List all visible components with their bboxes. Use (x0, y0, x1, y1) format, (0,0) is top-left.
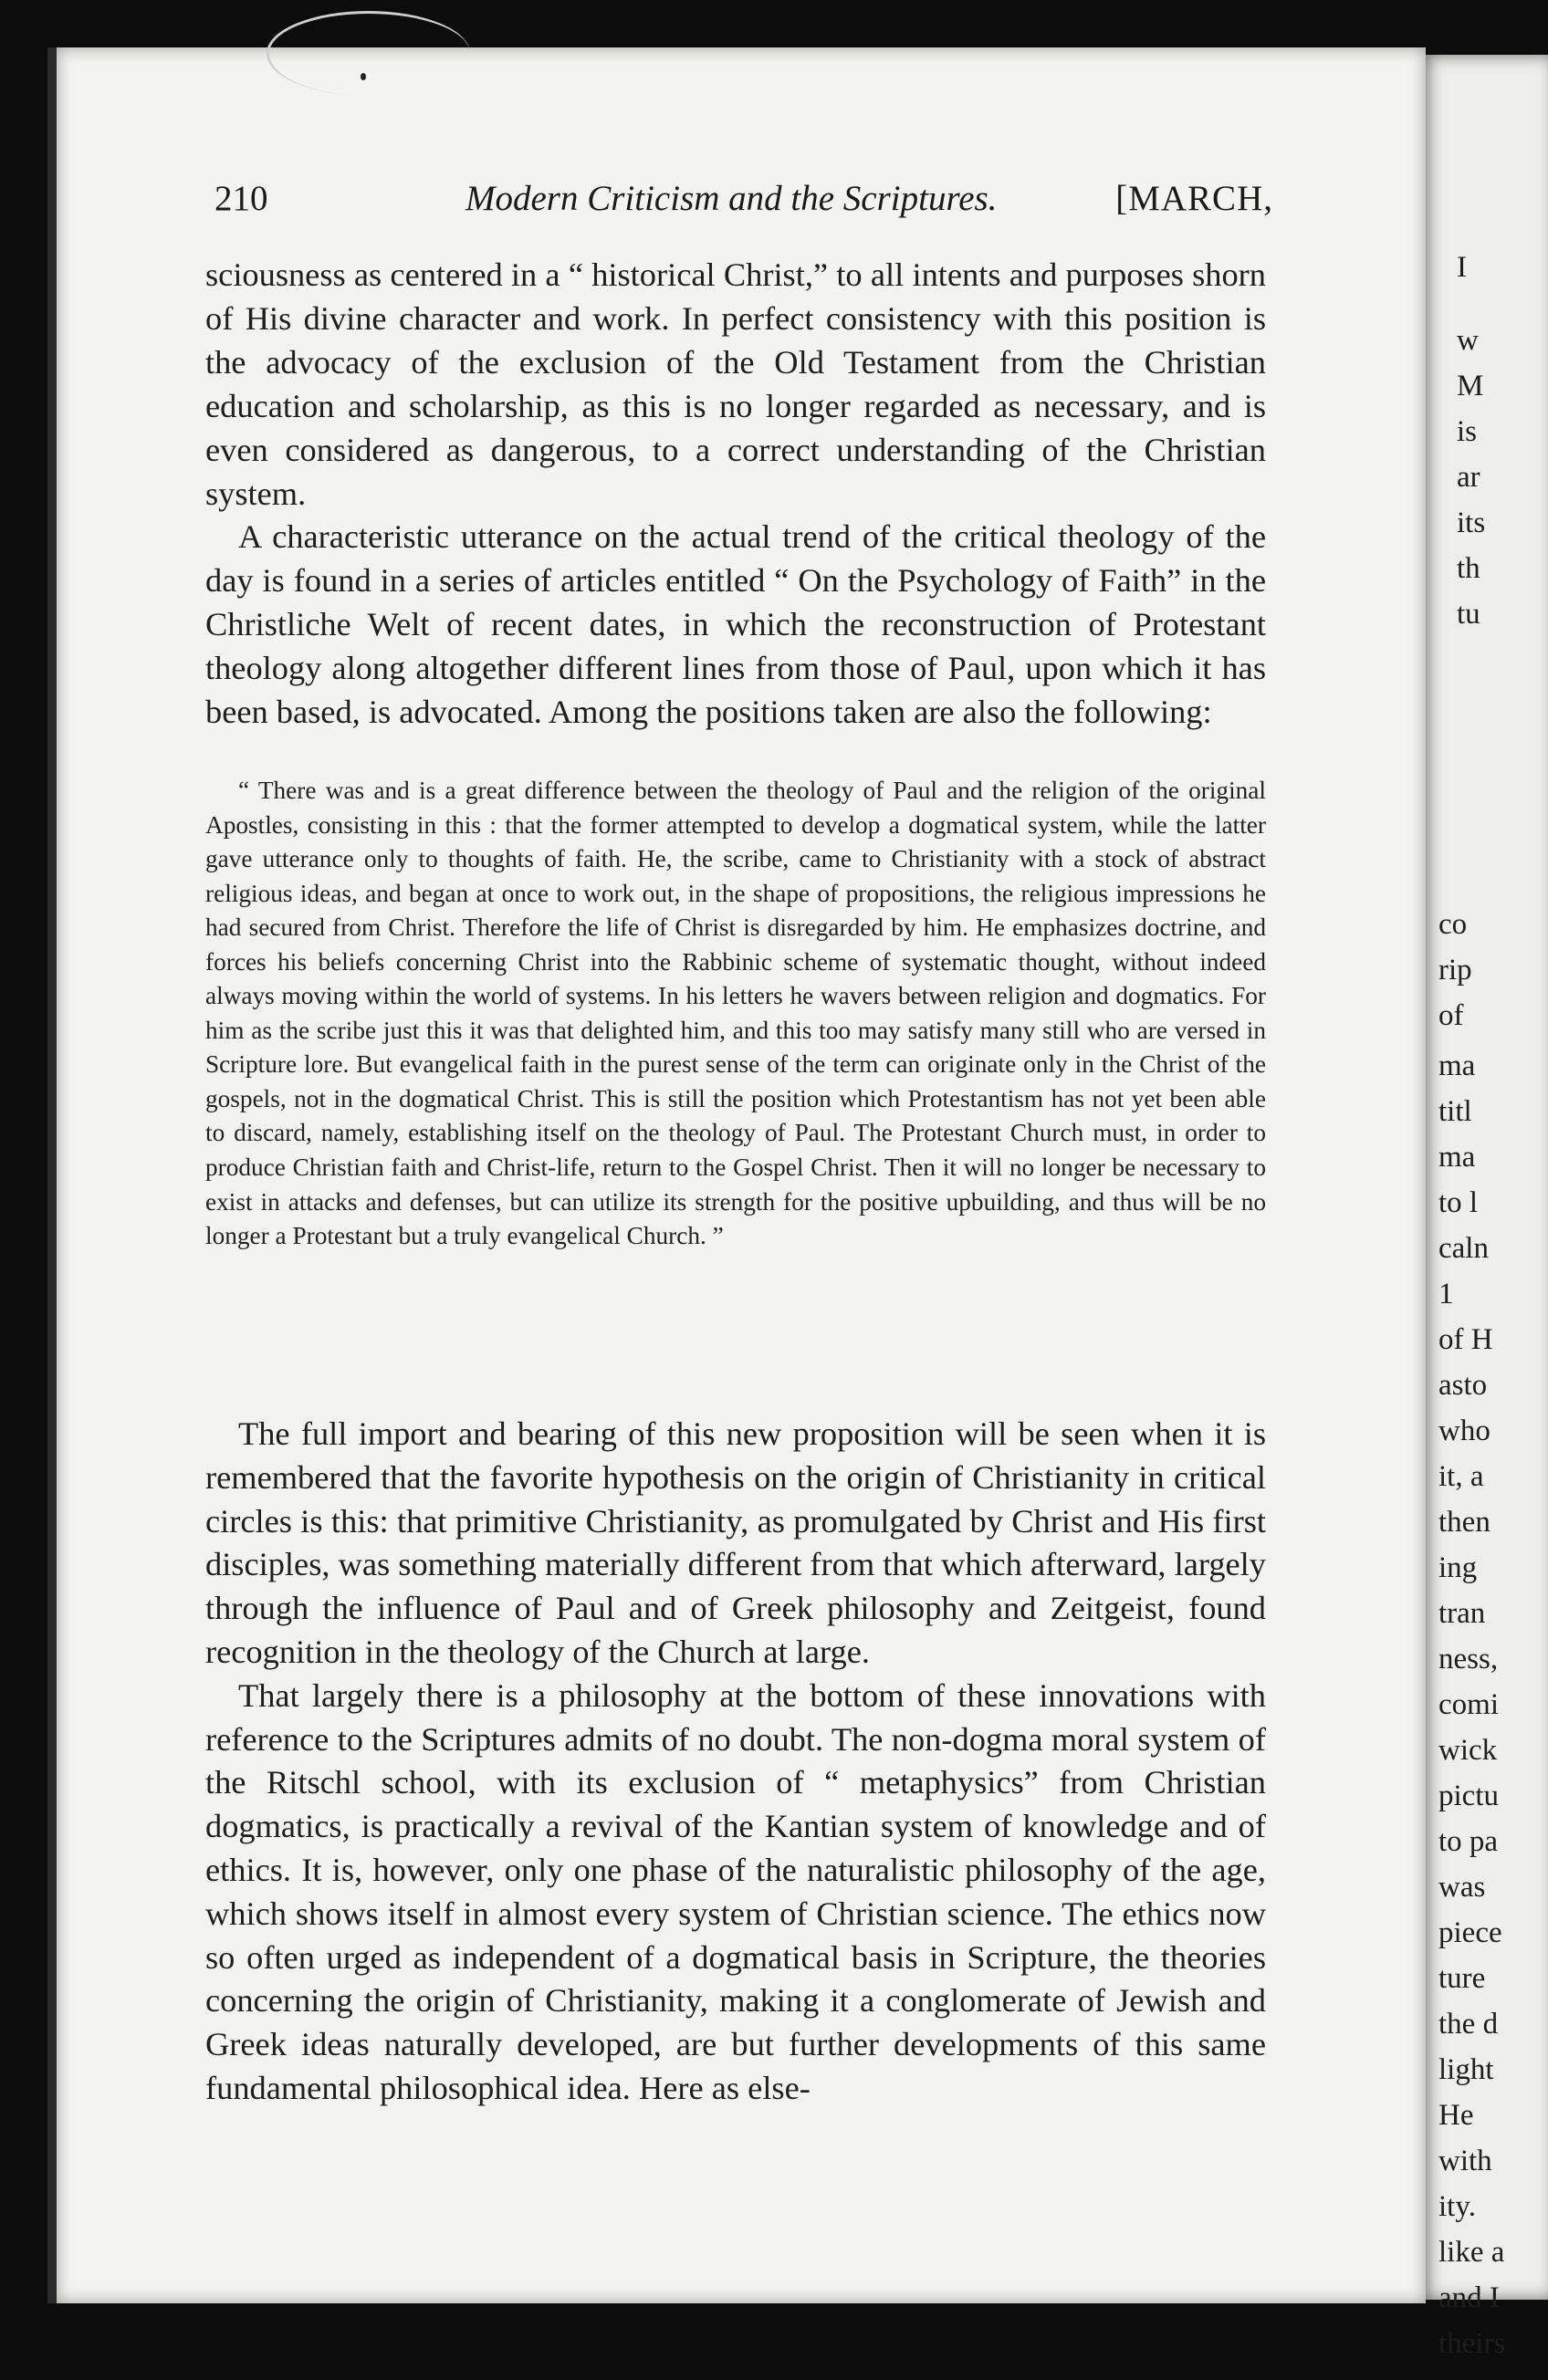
facing-page-fragment: with (1438, 2145, 1492, 2177)
facing-page-fragment: pictu (1438, 1780, 1499, 1812)
facing-page-fragment: asto (1438, 1369, 1488, 1402)
facing-page-fragment: like a (1438, 2236, 1505, 2269)
facing-page-text-fragments (1420, 55, 1548, 2360)
facing-page-fragment: th (1457, 552, 1480, 585)
facing-page-fragment: light (1438, 2053, 1494, 2086)
ink-speck (361, 73, 366, 80)
facing-page-fragment: of H (1438, 1323, 1493, 1356)
facing-page-fragment: tu (1457, 598, 1480, 631)
facing-page-fragment: ma (1438, 1141, 1476, 1174)
page-number: 210 (214, 179, 268, 218)
facing-page-fragment: tran (1438, 1597, 1486, 1630)
facing-page-fragment: it, a (1438, 1460, 1484, 1493)
header-month: [MARCH, (1115, 179, 1273, 218)
page-corner-curl (267, 11, 470, 96)
facing-page-fragment: the d (1438, 2008, 1499, 2041)
facing-page-fragment: to pa (1438, 1825, 1499, 1858)
facing-page-fragment: rip (1438, 954, 1472, 986)
facing-page-fragment: ma (1438, 1049, 1476, 1082)
facing-page-fragment: ing (1438, 1551, 1478, 1584)
facing-page-edge (1420, 55, 1548, 2360)
paragraph-2: A characteristic utterance on the actual trend of the critical theology of the day is found in a series of articles entitled “ On the Psychology of Faith” in the Christliche Welt of recent dates, in which the reconstruction of Protestant theology along altogether different lines from those of Paul, upon which it has been based, is advocated. Among the positions taken are also the following: (205, 518, 1266, 731)
body-text-top (205, 254, 1266, 735)
facing-page-fragment: ture (1438, 1962, 1486, 1995)
body-text-bottom (205, 1413, 1266, 2111)
facing-page-fragment: who (1438, 1414, 1490, 1447)
facing-page-fragment: theirs (1438, 2327, 1506, 2360)
facing-page-fragment: its (1457, 506, 1486, 539)
running-header (214, 178, 1273, 225)
facing-page-fragment: caln (1438, 1232, 1489, 1265)
facing-page-fragment: I (1457, 251, 1467, 284)
facing-page-fragment: w (1457, 324, 1479, 357)
facing-page-fragment: is (1457, 415, 1478, 448)
facing-page-fragment: then (1438, 1506, 1490, 1539)
facing-page-fragment: He (1438, 2099, 1474, 2132)
paragraph-3: The full import and bearing of this new proposition will be seen when it is remembered that the favorite hypothesis on the origin of Christianity in critical circles is this: that primitive Christianity, as promulgated by Christ and His first disciples, was something materially different from that which afterward, largely through the influence of Paul and of Greek philosophy and Zeitgeist, found recognition in the theology of the Church at large. (205, 1415, 1266, 1670)
quote-text: “ There was and is a great difference between the theology of Paul and the religion of the original Apostles, consisting in this : that the former attempted to develop a dogmatical system, while the latter gave utterance only to thoughts of faith. He, the scribe, came to Christianity with a stock of abstract religious ideas, and began at once to work out, in the shape of propositions, the religious impressions he had secured from Christ. Therefore the life of Christ is disregarded by him. He emphasizes doctrine, and forces his beliefs concerning Christ into the Rabbinic scheme of systematic thought, without indeed always moving within the world of systems. In his letters he wavers between religion and dogmatics. For him as the scribe just this it was that delighted him, and this too may satisfy many still who are versed in Scripture lore. But evangelical faith in the purest sense of the term can originate only in the Christ of the gospels, not in the dogmatical Christ. This is still the position which Protestantism has not yet been able to discard, namely, establishing itself on the theology of Paul. The Protestant Church must, in order to produce Christian faith and Christ-life, return to the Gospel Christ. Then it will no longer be necessary to exist in attacks and defenses, but can utilize its strength for the positive upbuilding, and thus will be no longer a Protestant but a truly evangelical Church. ” (205, 777, 1266, 1250)
paragraph-4: That largely there is a philosophy at the bottom of these innovations with reference to the Scriptures admits of no doubt. The non-dogma moral system of the Ritschl school, with its exclusion of “ metaphysics” from Christian dogmatics, is practically a revival of the Kantian system of knowledge and of ethics. It is, however, only one phase of the naturalistic philosophy of the age, which shows itself in almost every system of Christian science. The ethics now so often urged as independent of a dogmatical basis in Scripture, the theories concerning the origin of Christianity, making it a conglomerate of Jewish and Greek ideas naturally developed, are but further developments of this same fundamental philosophical idea. Here as else- (205, 1676, 1266, 2106)
facing-page-fragment: to l (1438, 1186, 1479, 1219)
paragraph-1: sciousness as centered in a “ historical Christ,” to all intents and purposes shorn of His divine character and work. In perfect consistency with this position is the advocacy of the exclusion of the Old Testament from the Christian education and scholarship, as this is no longer regarded as necessary, and is even considered as dangerous, to a correct understanding of the Christian system. (205, 256, 1266, 512)
running-title: Modern Criticism and the Scriptures. (465, 179, 998, 218)
facing-page-fragment: was (1438, 1871, 1486, 1904)
facing-page-fragment: titl (1438, 1095, 1472, 1128)
facing-page-fragment: M (1457, 370, 1484, 402)
facing-page-fragment: ar (1457, 461, 1480, 494)
facing-page-fragment: ness, (1438, 1643, 1499, 1675)
facing-page-fragment: wick (1438, 1734, 1498, 1767)
facing-page-fragment: co (1438, 908, 1468, 941)
facing-page-fragment: ity. (1438, 2190, 1476, 2223)
facing-page-fragment: piece (1438, 1916, 1502, 1949)
facing-page-fragment: 1 (1438, 1278, 1454, 1310)
facing-page-fragment: and I (1438, 2281, 1500, 2314)
facing-page-fragment: of (1438, 999, 1464, 1032)
facing-page-fragment: comi (1438, 1688, 1499, 1721)
block-quote (205, 774, 1266, 1254)
